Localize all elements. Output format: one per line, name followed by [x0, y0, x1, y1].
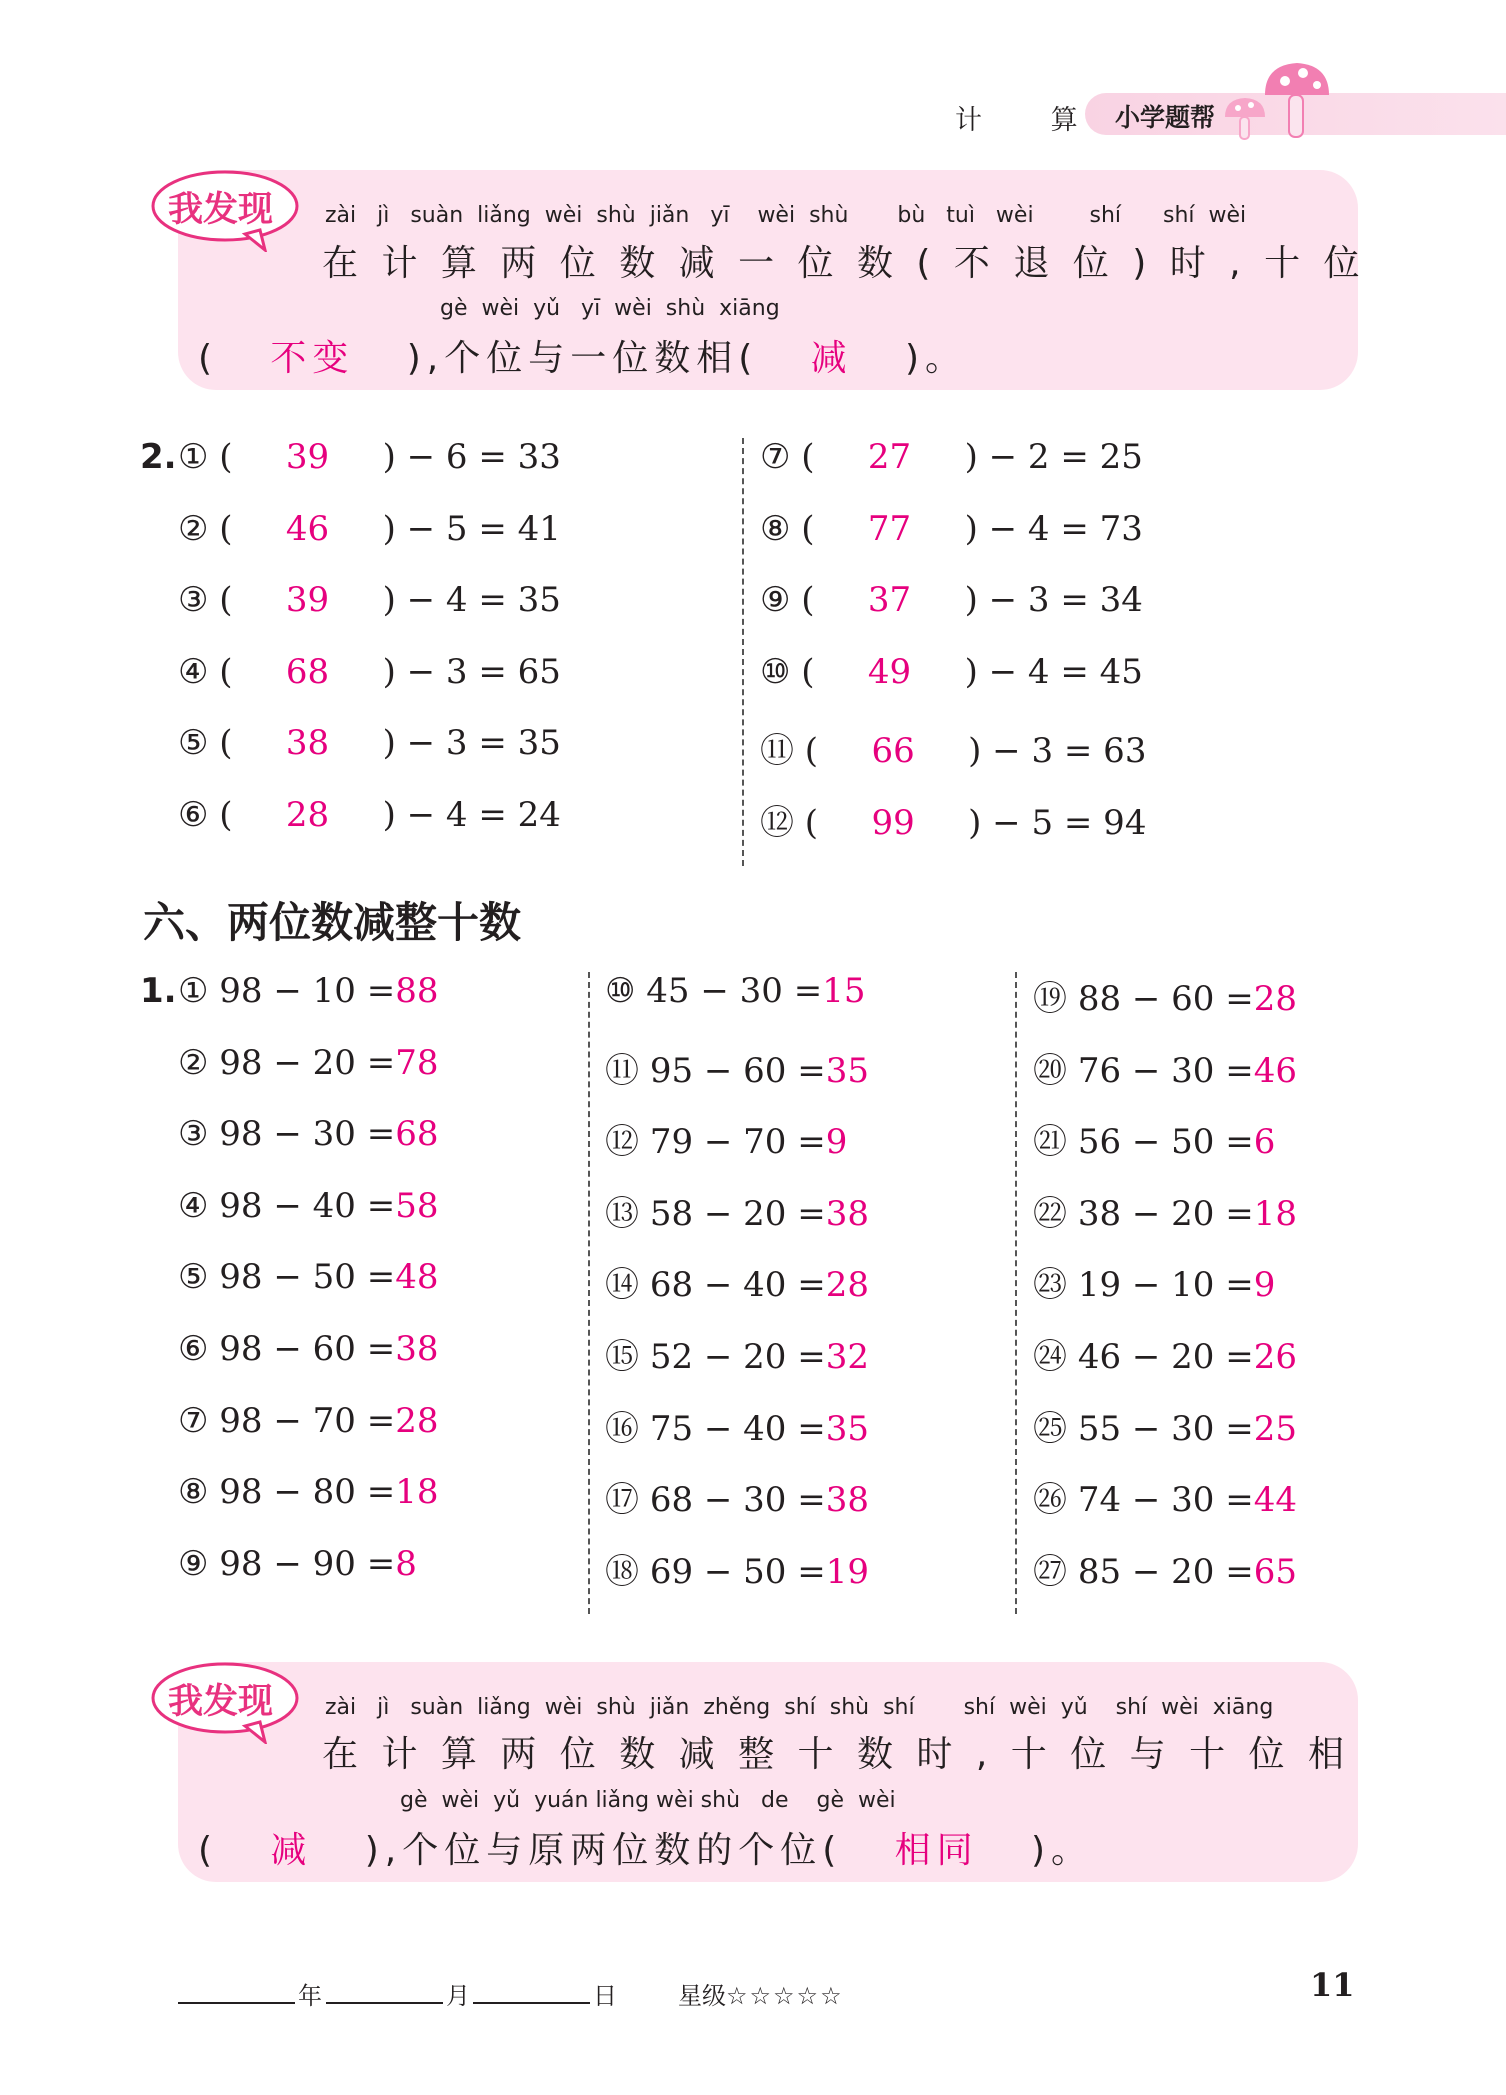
item-index: ⑪ — [605, 1050, 639, 1091]
equation-expr: 68 − 30 = — [649, 1480, 826, 1521]
answer-value: 35 — [825, 1408, 870, 1449]
equation-row — [1033, 1114, 1275, 1163]
item-index: ① — [178, 971, 209, 1011]
spacer — [1067, 1480, 1078, 1520]
item-index: ② — [178, 508, 209, 549]
item-index: ⑧ — [760, 508, 791, 549]
item-index: ㉒ — [1033, 1193, 1067, 1234]
equation-row — [178, 1186, 439, 1226]
equation-expr: 98 − 40 = — [219, 1185, 396, 1226]
pinyin-line-2: gè wèi yǔ yī wèi shù xiāng — [440, 296, 780, 321]
item-index: ㉓ — [1033, 1265, 1067, 1306]
spacer — [1067, 1122, 1078, 1162]
answer-value: 35 — [825, 1050, 870, 1091]
item-index: ⑥ — [178, 794, 209, 835]
item-index: ⑨ — [178, 1543, 209, 1584]
item-index: ⑯ — [605, 1408, 639, 1449]
spacer — [208, 1186, 219, 1226]
equation-row — [605, 1114, 847, 1163]
equation-expr: 56 − 50 = — [1077, 1122, 1254, 1163]
equation-row — [1033, 1257, 1275, 1306]
discovery-badge-1: 我发现 — [168, 190, 274, 230]
answer-value: 58 — [395, 1185, 439, 1226]
spacer — [639, 1194, 650, 1234]
open-paren: ( — [208, 437, 233, 477]
answer-blank: 相同 — [894, 1830, 979, 1871]
spacer — [639, 1552, 650, 1592]
item-index: ⑳ — [1033, 1050, 1067, 1091]
equation-row — [178, 795, 561, 835]
equation-row — [605, 1186, 869, 1235]
answer-value: 6 — [1253, 1122, 1276, 1163]
answer-value: 32 — [825, 1337, 870, 1377]
spacer — [639, 1337, 650, 1377]
equation-expr: 88 − 60 = — [1077, 979, 1254, 1019]
equation-expr: 75 − 40 = — [649, 1408, 826, 1449]
answer-value: 88 — [395, 971, 439, 1011]
equation-row — [178, 1544, 417, 1584]
equation-row — [605, 1329, 869, 1378]
equation-rest: ) − 6 = 33 — [382, 437, 561, 477]
equation-row — [178, 1114, 439, 1154]
equation-expr: 98 − 70 = — [219, 1400, 396, 1441]
equation-rest: ) − 3 = 35 — [382, 723, 561, 763]
equation-row — [1033, 1544, 1297, 1593]
item-index: ③ — [178, 580, 209, 620]
equation-expr: 98 − 30 = — [219, 1114, 396, 1155]
open-paren: ( — [208, 794, 233, 835]
equation-expr: 74 − 30 = — [1077, 1480, 1254, 1521]
mushroom-icon — [1225, 55, 1345, 150]
item-index: ⑩ — [760, 651, 791, 692]
spacer — [1067, 979, 1078, 1019]
item-index: ② — [178, 1042, 209, 1083]
answer-value: 46 — [285, 508, 330, 549]
equation-expr: 58 − 20 = — [649, 1193, 826, 1234]
equation-row — [1033, 1401, 1297, 1450]
answer-value: 38 — [825, 1480, 870, 1521]
equation-row — [1033, 1472, 1297, 1521]
open-paren: ( — [794, 802, 819, 843]
spacer — [208, 1329, 219, 1369]
open-paren: ( — [790, 651, 815, 692]
item-index: ① — [178, 437, 209, 477]
day-blank — [473, 2002, 590, 2004]
item-index: ⑪ — [760, 731, 794, 771]
item-index: ㉑ — [1033, 1122, 1067, 1163]
section-heading: 六、两位数减整十数 — [143, 898, 522, 947]
item-index: ⑥ — [178, 1329, 209, 1369]
answer-value: 49 — [867, 651, 912, 692]
answer-value: 99 — [871, 802, 915, 843]
spacer — [1067, 1552, 1078, 1592]
pinyin-line-1: zài jì suàn liǎng wèi shù jiǎn zhěng shí shù shí shí wèi yǔ shí wèi xiāng — [325, 1695, 1274, 1720]
equation-row — [605, 1472, 869, 1521]
equation-expr: 79 − 70 = — [649, 1122, 826, 1163]
equation-row — [605, 1401, 869, 1450]
equation-expr: 98 − 80 = — [219, 1472, 396, 1513]
item-index: ⑰ — [605, 1480, 639, 1521]
equation-row — [1033, 1329, 1297, 1378]
item-index: ⑩ — [605, 971, 636, 1011]
spacer — [639, 1409, 650, 1449]
equation-expr: 69 − 50 = — [649, 1551, 826, 1592]
equation-row — [760, 652, 1143, 692]
discovery-badge-2: 我发现 — [168, 1682, 274, 1722]
spacer — [635, 971, 646, 1011]
open-paren: ( — [208, 723, 233, 763]
answer-value: 19 — [825, 1551, 870, 1592]
equation-rest: ) − 4 = 24 — [382, 794, 561, 835]
equation-expr: 46 − 20 = — [1077, 1337, 1254, 1377]
answer-value: 65 — [1253, 1551, 1298, 1592]
equation-expr: 52 − 20 = — [649, 1337, 826, 1377]
spacer — [639, 1051, 650, 1091]
spacer — [208, 1257, 219, 1297]
equation-expr: 55 − 30 = — [1077, 1408, 1254, 1449]
equation-rest: ) − 4 = 73 — [964, 508, 1143, 549]
equation-row — [605, 1257, 869, 1306]
equation-expr: 98 − 10 = — [219, 971, 396, 1011]
spacer — [208, 971, 219, 1011]
answer-blank: 不变 — [270, 338, 355, 379]
item-index: ⑤ — [178, 723, 209, 763]
open-paren: ( — [790, 437, 815, 477]
item-index: ⑬ — [605, 1193, 639, 1234]
answer-blank: 减 — [810, 338, 853, 379]
answer-value: 25 — [1253, 1408, 1298, 1449]
day-label: 日 — [593, 1982, 617, 2010]
discovery-text-2: ( 减 ),个位与原两位数的个位( 相同 )。 — [198, 1830, 1094, 1871]
discovery-text-1: 在 计 算 两 位 数 减 整 十 数 时 , 十 位 与 十 位 相 — [322, 1734, 1350, 1775]
equation-rest: ) − 4 = 45 — [964, 651, 1143, 692]
question-number: 2. — [140, 437, 177, 477]
equation-expr: 98 − 60 = — [219, 1329, 396, 1369]
equation-rest: ) − 4 = 35 — [382, 580, 561, 620]
answer-value: 68 — [285, 651, 330, 692]
answer-value: 44 — [1253, 1480, 1298, 1521]
item-index: ㉔ — [1033, 1337, 1067, 1377]
equation-row — [760, 437, 1143, 477]
item-index: ㉕ — [1033, 1408, 1067, 1449]
answer-value: 77 — [867, 508, 912, 549]
answer-value: 18 — [395, 1472, 439, 1513]
equation-rest: ) − 3 = 65 — [382, 651, 561, 692]
equation-rest: ) − 3 = 34 — [964, 580, 1143, 620]
answer-value: 28 — [285, 794, 330, 835]
open-paren: ( — [208, 651, 233, 692]
equation-row — [1033, 1186, 1297, 1235]
item-index: ⑦ — [178, 1400, 209, 1441]
equation-row — [1033, 971, 1297, 1020]
answer-value: 26 — [1253, 1337, 1298, 1377]
spacer — [208, 1401, 219, 1441]
question-number: 1. — [140, 971, 177, 1011]
item-index: ⑮ — [605, 1337, 639, 1377]
spacer — [1067, 1051, 1078, 1091]
item-index: ㉗ — [1033, 1551, 1067, 1592]
section-title: 计 算 — [955, 105, 1108, 136]
item-index: ④ — [178, 651, 209, 692]
equation-row — [178, 1472, 439, 1512]
answer-value: 28 — [1253, 979, 1298, 1019]
answer-value: 66 — [871, 731, 915, 771]
equation-expr: 76 − 30 = — [1077, 1050, 1254, 1091]
answer-value: 39 — [285, 580, 330, 620]
equation-expr: 98 − 20 = — [219, 1042, 396, 1083]
equation-row — [760, 580, 1143, 620]
equation-row — [178, 1043, 439, 1083]
answer-value: 78 — [395, 1042, 439, 1083]
equation-row — [605, 1544, 869, 1593]
answer-value: 28 — [395, 1400, 439, 1441]
page-number: 11 — [1310, 1966, 1355, 2004]
answer-value: 48 — [395, 1257, 439, 1298]
item-index: ㉖ — [1033, 1480, 1067, 1521]
item-index: ⑦ — [760, 437, 791, 477]
item-index: ③ — [178, 1114, 209, 1155]
brand-label: 小学题帮 — [1115, 103, 1216, 132]
answer-value: 37 — [867, 580, 912, 620]
equation-row — [178, 509, 561, 549]
equation-expr: 19 − 10 = — [1077, 1265, 1254, 1306]
open-paren: ( — [790, 580, 815, 620]
equation-expr: 85 − 20 = — [1077, 1551, 1254, 1592]
answer-value: 18 — [1253, 1193, 1298, 1234]
month-label: 月 — [446, 1982, 470, 2010]
equation-row — [1033, 1043, 1297, 1092]
discovery-text-1: 在 计 算 两 位 数 减 一 位 数 ( 不 退 位 ) 时 , 十 位 — [322, 243, 1366, 284]
equation-expr: 45 − 30 = — [646, 971, 823, 1011]
discovery-text-2: ( 不变 ),个位与一位数相( 减 )。 — [198, 338, 968, 379]
open-paren: ( — [208, 508, 233, 549]
spacer — [208, 1043, 219, 1083]
equation-row — [760, 795, 1146, 844]
answer-value: 9 — [1253, 1265, 1276, 1306]
star-rating: 星级☆☆☆☆☆ — [678, 1982, 844, 2010]
equation-row — [178, 723, 561, 763]
answer-value: 38 — [395, 1329, 439, 1369]
month-blank — [326, 2002, 443, 2004]
year-label: 年 — [298, 1982, 322, 2010]
spacer — [208, 1472, 219, 1512]
equation-rest: ) − 3 = 63 — [968, 731, 1147, 771]
equation-expr: 98 − 50 = — [219, 1257, 396, 1298]
year-blank — [178, 2002, 295, 2004]
spacer — [1067, 1409, 1078, 1449]
answer-value: 39 — [285, 437, 330, 477]
item-index: ⑨ — [760, 580, 791, 620]
equation-rest: ) − 5 = 94 — [968, 802, 1147, 843]
equation-expr: 95 − 60 = — [649, 1050, 826, 1091]
item-index: ⑱ — [605, 1551, 639, 1592]
equation-expr: 98 − 90 = — [219, 1543, 396, 1584]
equation-row — [178, 437, 561, 477]
equation-row — [178, 580, 561, 620]
answer-value: 15 — [822, 971, 866, 1011]
open-paren: ( — [208, 580, 233, 620]
item-index: ⑭ — [605, 1265, 639, 1306]
answer-value: 38 — [285, 723, 330, 763]
spacer — [639, 1265, 650, 1305]
column-divider — [742, 438, 744, 866]
item-index: ⑧ — [178, 1472, 209, 1513]
spacer — [639, 1480, 650, 1520]
equation-row — [605, 1043, 869, 1092]
column-divider — [588, 972, 590, 1614]
spacer — [208, 1544, 219, 1584]
spacer — [639, 1122, 650, 1162]
open-paren: ( — [794, 731, 819, 771]
item-index: ④ — [178, 1185, 209, 1226]
pinyin-line-1: zài jì suàn liǎng wèi shù jiǎn yī wèi shù bù tuì wèi shí shí wèi — [325, 203, 1247, 228]
spacer — [1067, 1194, 1078, 1234]
equation-rest: ) − 5 = 41 — [382, 508, 561, 549]
equation-row — [178, 1329, 439, 1369]
equation-expr: 38 − 20 = — [1077, 1193, 1254, 1234]
item-index: ⑤ — [178, 1257, 209, 1298]
equation-rest: ) − 2 = 25 — [964, 437, 1143, 477]
answer-blank: 减 — [270, 1830, 313, 1871]
equation-row — [605, 971, 866, 1011]
answer-value: 46 — [1253, 1050, 1298, 1091]
answer-value: 28 — [825, 1265, 870, 1306]
spacer — [208, 1114, 219, 1154]
star-icon: ☆☆☆☆☆ — [726, 1982, 844, 2010]
equation-expr: 68 − 40 = — [649, 1265, 826, 1306]
open-paren: ( — [790, 508, 815, 549]
answer-value: 38 — [825, 1193, 870, 1234]
answer-value: 9 — [825, 1122, 848, 1163]
column-divider — [1015, 972, 1017, 1614]
equation-row — [760, 723, 1146, 772]
answer-value: 8 — [395, 1543, 417, 1584]
equation-row — [178, 971, 439, 1011]
equation-row — [760, 509, 1143, 549]
answer-value: 68 — [395, 1114, 439, 1155]
spacer — [1067, 1265, 1078, 1305]
pinyin-line-2: gè wèi yǔ yuán liǎng wèi shù de gè wèi — [400, 1788, 896, 1813]
spacer — [1067, 1337, 1078, 1377]
item-index: ⑫ — [760, 802, 794, 843]
answer-value: 27 — [867, 437, 912, 477]
equation-row — [178, 652, 561, 692]
item-index: ⑫ — [605, 1122, 639, 1163]
equation-row — [178, 1401, 439, 1441]
item-index: ⑲ — [1033, 979, 1067, 1019]
equation-row — [178, 1257, 439, 1297]
